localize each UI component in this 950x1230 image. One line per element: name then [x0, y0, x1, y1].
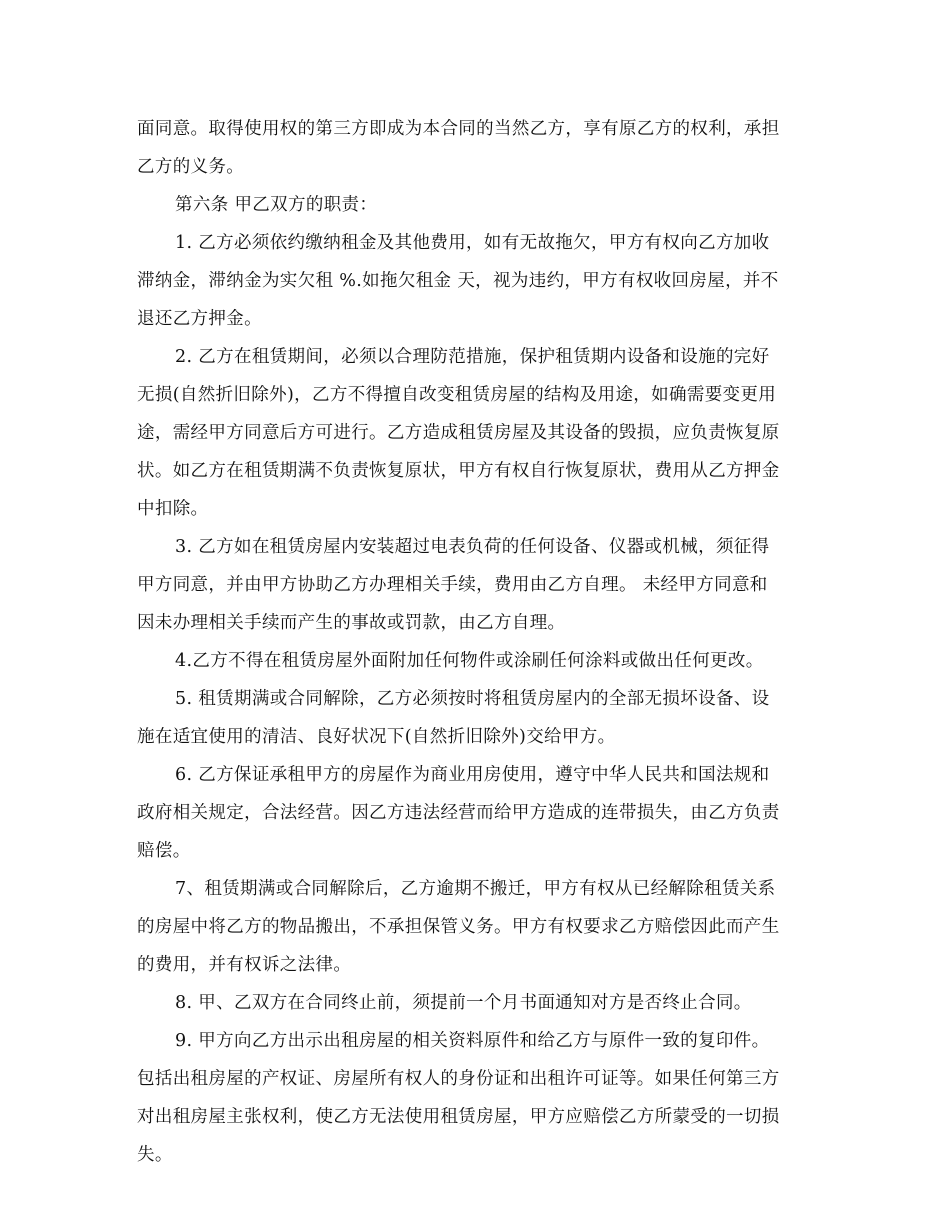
clause-2-line: 中扣除。 [137, 499, 209, 519]
clause-2-line: 途，需经甲方同意后方可进行。乙方造成租赁房屋及其设备的毁损，应负责恢复原 [137, 423, 780, 443]
clause-7-line: 的房屋中将乙方的物品搬出，不承担保管义务。甲方有权要求乙方赔偿因此而产生 [137, 917, 780, 937]
clause-1-line: 滞纳金，滞纳金为实欠租 %.如拖欠租金 天，视为违约，甲方有权收回房屋，并不 [137, 271, 779, 291]
clause-9-line: 失。 [137, 1145, 173, 1165]
article-heading: 第六条 甲乙双方的职责： [175, 195, 378, 215]
clause-8-line: 8. 甲、乙双方在合同终止前，须提前一个月书面通知对方是否终止合同。 [175, 993, 752, 1013]
clause-3-line: 因未办理相关手续而产生的事故或罚款，由乙方自理。 [137, 613, 566, 633]
clause-2-line: 2. 乙方在租赁期间，必须以合理防范措施，保护租赁期内设备和设施的完好 [175, 347, 770, 367]
clause-9-line: 包括出租房屋的产权证、房屋所有权人的身份证和出租许可证等。如果任何第三方 [137, 1069, 780, 1089]
text-line: 乙方的义务。 [137, 157, 245, 177]
clause-5-line: 5. 租赁期满或合同解除，乙方必须按时将租赁房屋内的全部无损坏设备、设 [175, 689, 770, 709]
clause-7-line: 的费用，并有权诉之法律。 [137, 955, 352, 975]
clause-6-line: 6. 乙方保证承租甲方的房屋作为商业用房使用，遵守中华人民共和国法规和 [175, 765, 770, 785]
clause-9-line: 9. 甲方向乙方出示出租房屋的相关资料原件和给乙方与原件一致的复印件。 [175, 1031, 770, 1051]
document-body [137, 110, 813, 1174]
clause-1-line: 退还乙方押金。 [137, 309, 262, 329]
clause-3-line: 甲方同意，并由甲方协助乙方办理相关手续，费用由乙方自理。 未经甲方同意和 [137, 575, 768, 595]
clause-4-line: 4.乙方不得在租赁房屋外面附加任何物件或涂刷任何涂料或做出任何更改。 [175, 651, 764, 671]
clause-7-line: 7、租赁期满或合同解除后，乙方逾期不搬迁，甲方有权从已经解除租赁关系 [175, 879, 776, 899]
clause-2-line: 状。如乙方在租赁期满不负责恢复原状，甲方有权自行恢复原状，费用从乙方押金 [137, 461, 780, 481]
clause-6-line: 政府相关规定，合法经营。因乙方违法经营而给甲方造成的连带损失，由乙方负责 [137, 803, 780, 823]
text-line: 面同意。取得使用权的第三方即成为本合同的当然乙方，享有原乙方的权利，承担 [137, 119, 780, 139]
clause-6-line: 赔偿。 [137, 841, 191, 861]
clause-2-line: 无损(自然折旧除外)，乙方不得擅自改变租赁房屋的结构及用途，如确需要变更用 [137, 385, 777, 405]
clause-9-line: 对出租房屋主张权利，使乙方无法使用租赁房屋，甲方应赔偿乙方所蒙受的一切损 [137, 1107, 780, 1127]
clause-1-line: 1. 乙方必须依约缴纳租金及其他费用，如有无故拖欠，甲方有权向乙方加收 [175, 233, 770, 253]
clause-5-line: 施在适宜使用的清洁、良好状况下(自然折旧除外)交给甲方。 [137, 727, 616, 747]
clause-3-line: 3. 乙方如在租赁房屋内安装超过电表负荷的任何设备、仪器或机械，须征得 [175, 537, 770, 557]
